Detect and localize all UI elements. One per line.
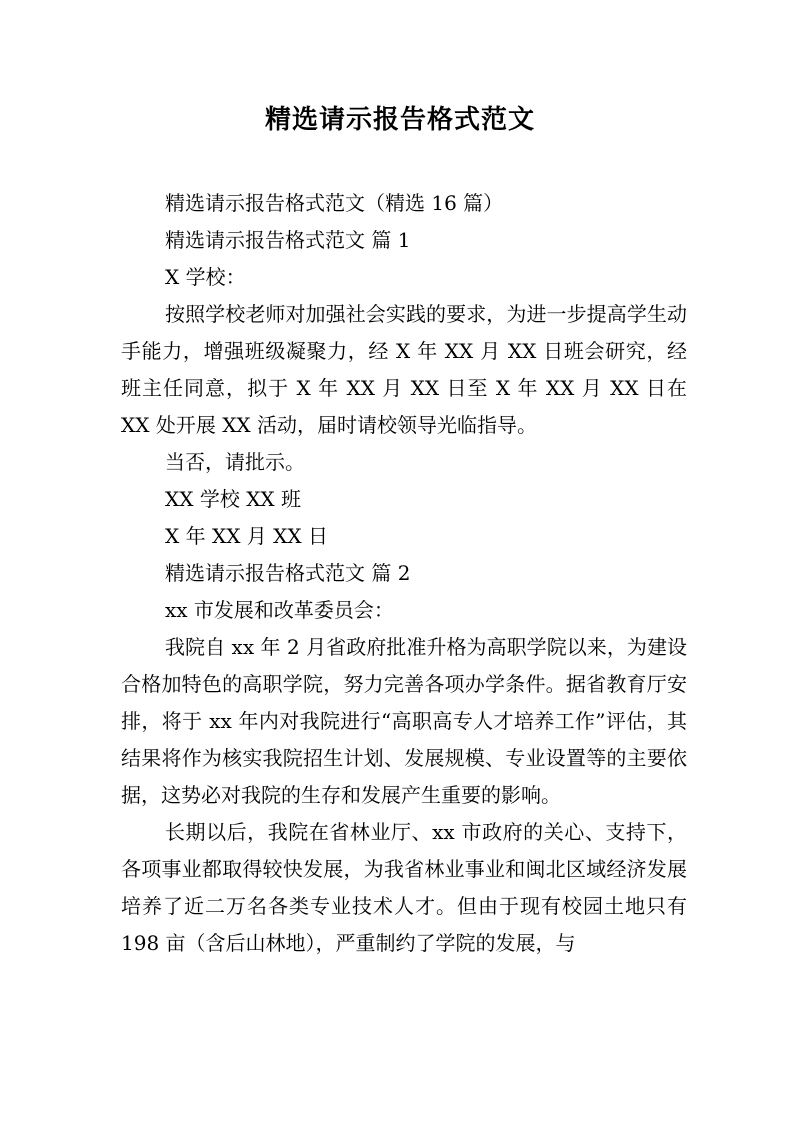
section-1-date: X 年 XX 月 XX 日 — [165, 524, 328, 548]
document-body — [121, 185, 687, 962]
section-1-closing: 当否，请批示。 — [165, 450, 305, 474]
document-title: 精选请示报告格式范文 — [264, 105, 535, 135]
document-subtitle: 精选请示报告格式范文（精选 16 篇） — [165, 191, 504, 215]
section-2-heading: 精选请示报告格式范文 篇 2 — [165, 561, 411, 585]
section-1-body-paragraph: 按照学校老师对加强社会实践的要求，为进一步提高学生动手能力，增强班级凝聚力，经 X 年 XX 月 XX 日班会研究，经班主任同意，拟于 X 年 XX 月 XX 日至 X 年 XX 月 XX 日在 XX 处开展 XX 活动，届时请校领导光临指导。 — [121, 302, 687, 437]
section-2-paragraph-1: 我院自 xx 年 2 月省政府批准升格为高职学院以来，为建设合格加特色的高职学院，努力完善各项办学条件。据省教育厅安排，将于 xx 年内对我院进行“高职高专人才培养工作”评估，其结果将作为核实我院招生计划、发展规模、专业设置等的主要依据，这势必对我院的生存和发展产生重要的影响。 — [121, 635, 687, 807]
section-2-paragraph-2: 长期以后，我院在省林业厅、xx 市政府的关心、支持下，各项事业都取得较快发展，为我省林业事业和闽北区域经济发展培养了近二万名各类专业技术人才。但由于现有校园土地只有 198 亩（含后山林地），严重制约了学院的发展，与 — [121, 820, 687, 955]
section-1-signature: XX 学校 XX 班 — [165, 487, 302, 511]
section-1-addressee: X 学校： — [165, 265, 246, 289]
section-2-addressee: xx 市发展和改革委员会： — [165, 598, 394, 622]
section-1-heading: 精选请示报告格式范文 篇 1 — [165, 228, 411, 252]
